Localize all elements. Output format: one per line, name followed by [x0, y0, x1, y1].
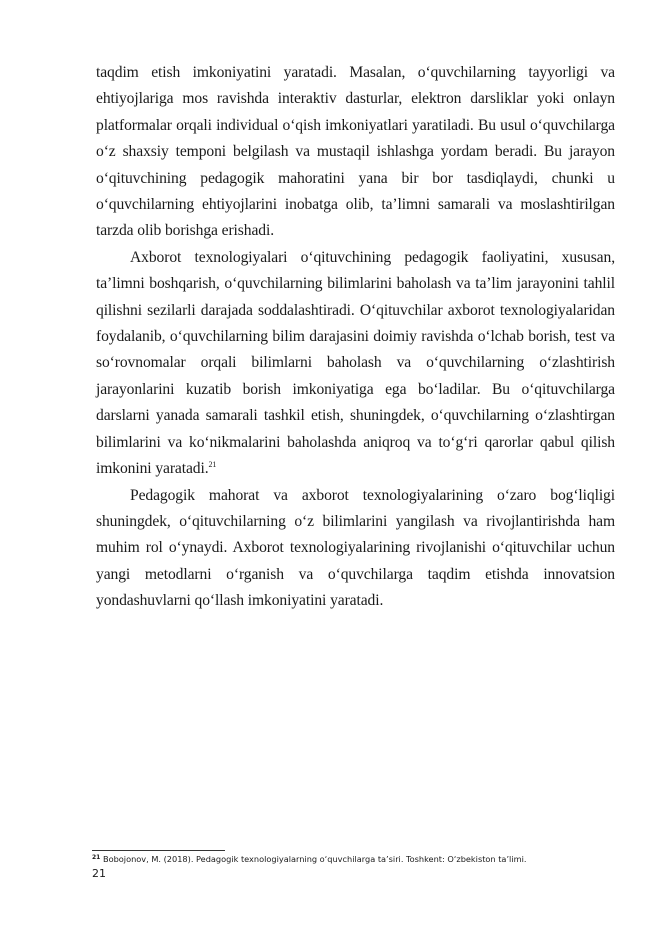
footnote [92, 853, 632, 865]
paragraph-1-text: taqdim etish imkoniyatini yaratadi. Masalan, o‘quvchilarning tayyorligi va ehtiyojlariga mos ravishda interaktiv dasturlar, elektron darsliklar yoki onlayn platformalar orqali individual o‘qish imkoniyatlari yaratiladi. Bu usul o‘quvchilarga o‘z shaxsiy temponi belgilash va mustaqil ishlashga yordam beradi. Bu jarayon o‘qituvchining pedagogik mahoratini yana bir bor tasdiqlaydi, chunki u o‘quvchilarning ehtiyojlarini inobatga olib, ta’limni samarali va moslashtirilgan tarzda olib borishga erishadi. [96, 64, 615, 240]
footnote-reference[interactable]: 21 [208, 460, 217, 470]
paragraph-3 [96, 483, 615, 615]
paragraph-1 [96, 60, 615, 245]
page-number: 21 [92, 867, 106, 880]
page-body [96, 60, 615, 615]
footnote-text: Bobojonov, M. (2018). Pedagogik texnologiyalarning o‘quvchilarga ta’siri. Toshkent: O‘zbekiston ta’limi. [100, 854, 527, 864]
paragraph-3-text: Pedagogik mahorat va axborot texnologiyalarining o‘zaro bog‘liqligi shuningdek, o‘qituvchilarning o‘z bilimlarini yangilash va rivojlantirishda ham muhim rol o‘ynaydi. Axborot texnologiyalarining rivojlanishi o‘qituvchilar uchun yangi metodlarni o‘rganish va o‘quvchilarga taqdim etishda innovatsion yondashuvlarni qo‘llash imkoniyatini yaratadi. [96, 486, 615, 610]
paragraph-2 [96, 245, 615, 483]
paragraph-2-text: Axborot texnologiyalari o‘qituvchining pedagogik faoliyatini, xususan, ta’limni boshqarish, o‘quvchilarning bilimlarini baholash va ta’lim jarayonini tahlil qilishni sezilarli darajada soddalashtiradi. O‘qituvchilar axborot texnologiyalaridan foydalanib, o‘quvchilarning bilim darajasini doimiy ravishda o‘lchab borish, test va so‘rovnomalar orqali bilimlarni baholash va o‘quvchilarning o‘zlashtirish jarayonlarini kuzatib borish imkoniyatiga ega bo‘ladilar. Bu o‘qituvchilarga darslarni yanada samarali tashkil etish, shuningdek, o‘quvchilarning o‘zlashtirgan bilimlarini va ko‘nikmalarini baholashda aniqroq va to‘g‘ri qarorlar qabul qilish imkonini yaratadi. [96, 248, 615, 478]
footnote-number: 21 [92, 854, 101, 861]
footnote-separator [92, 850, 225, 851]
